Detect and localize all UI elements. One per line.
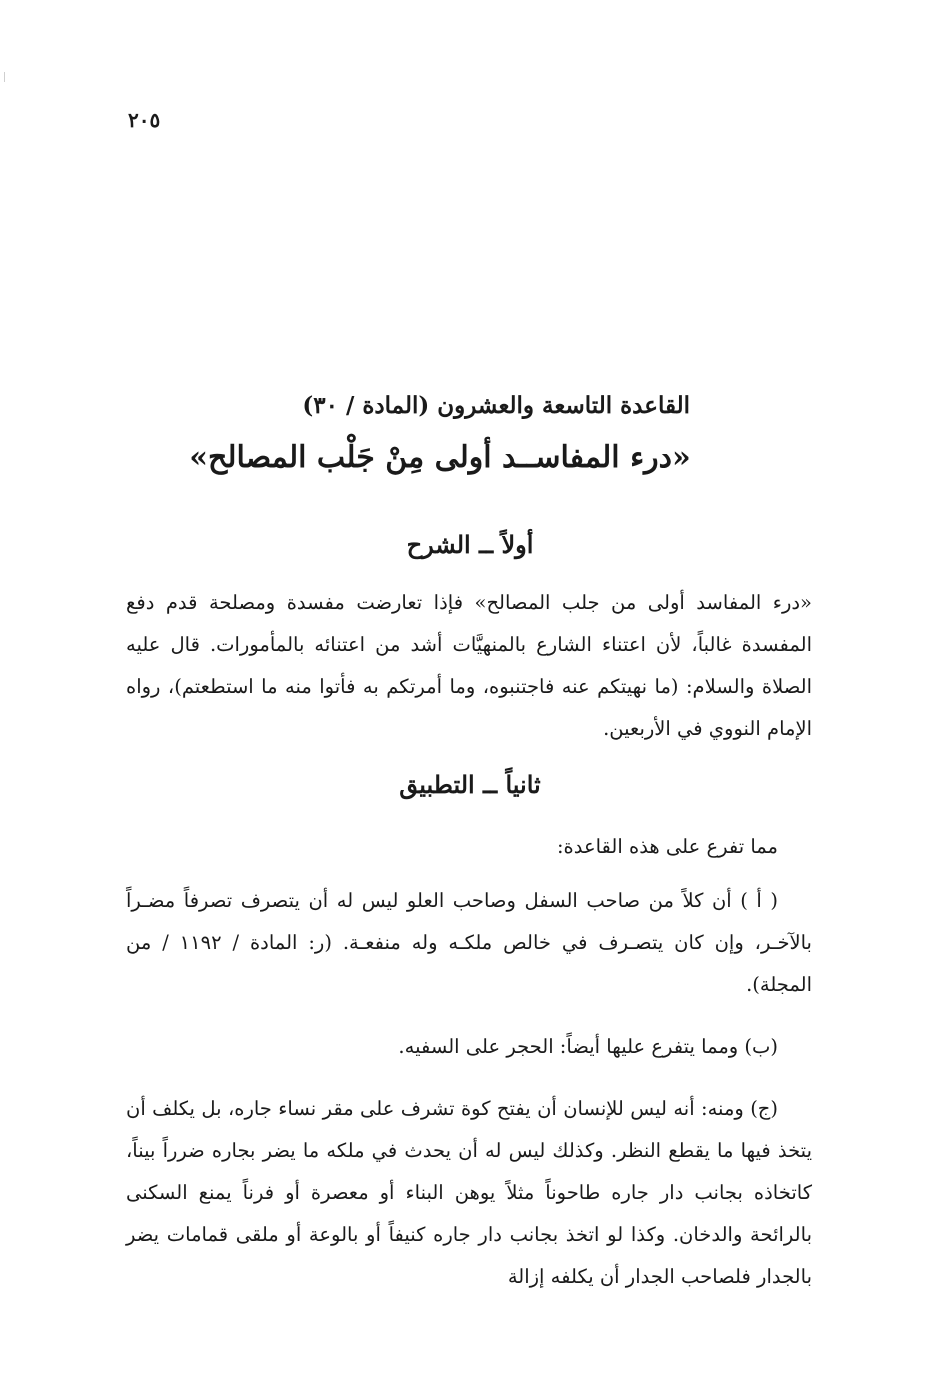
rule-quote: «درء المفاســد أولى مِنْ جَلْب المصالح» xyxy=(189,440,691,475)
item-c-paragraph: (ج) ومنه: أنه ليس للإنسان أن يفتح كوة تشرف على مقر نساء جاره، بل يكلف أن يتخذ فيها ما يقطع النظر. وكذلك ليس له أن يحدث في ملكه ما يضر بجاره ضرراً بيناً، كاتخاذه بجانب دار جاره طاحوناً مثلاً يوهن البناء أو معصرة أو فرناً يمنع السكنى بالرائحة والدخان. وكذا لو اتخذ بجانب دار جاره كنيفاً أو بالوعة أو ملقى قمامات يضر بالجدار فلصاحب الجدار أن يكلفه إزالة xyxy=(126,1097,812,1288)
tatbiq-intro xyxy=(126,826,812,868)
sharh-paragraph: «درء المفاسد أولى من جلب المصالح» فإذا تعارضت مفسدة ومصلحة قدم دفع المفسدة غالباً، لأن اعتناء الشارع بالمنهيَّات أشد من اعتنائه بالمأمورات. قال عليه الصلاة والسلام: (ما نهيتكم عنه فاجتنبوه، وما أمرتكم به فأتوا منه ما استطعتم)، رواه الإمام النووي في الأربعين. xyxy=(126,591,812,740)
section-heading-sharh: أولاً ــ الشرح xyxy=(406,530,534,559)
section-heading-tatbiq: ثانياً ــ التطبيق xyxy=(399,770,541,799)
page-number: ٢٠٥ xyxy=(128,108,161,132)
item-b-paragraph: (ب) ومما يتفرع عليها أيضاً: الحجر على السفيه. xyxy=(398,1035,778,1058)
rule-title: القاعدة التاسعة والعشرون (المادة / ٣٠) xyxy=(302,392,690,419)
item-a-paragraph: ( أ ) أن كلاً من صاحب السفل وصاحب العلو ليس له أن يتصرف تصرفاً مضـراً بالآخـر، وإن كان يتصـرف في خالص ملكـه وله منفعـة. (ر: المادة / ١١٩٢ / من المجلة). xyxy=(126,889,812,996)
scan-margin-mark xyxy=(4,72,5,82)
tatbiq-intro-text: مما تفرع على هذه القاعدة: xyxy=(556,835,778,858)
